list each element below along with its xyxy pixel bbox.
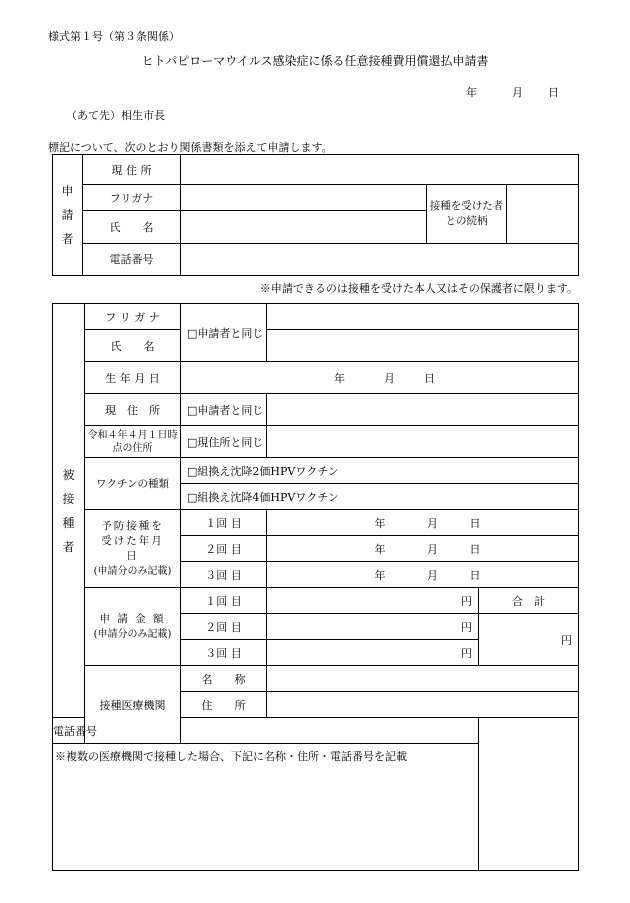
dose1-amount-label: １回 目 — [181, 588, 267, 614]
recipient-same-as-applicant-checkbox[interactable]: □申請者と同じ — [181, 304, 267, 362]
clinic-label: 接種医療機関 — [85, 666, 181, 744]
clinic-address-label: 住 所 — [181, 692, 267, 718]
dose1-amount-field[interactable]: 円 — [267, 588, 479, 614]
recipient-furigana-field[interactable] — [267, 304, 579, 330]
applicant-phone-field[interactable] — [181, 243, 579, 275]
date-day-label: 日 — [548, 86, 559, 99]
vaccine-type-label: ワクチンの種類 — [85, 458, 181, 510]
recipient-prior-address-label: 令和４年４月１日時点の住所 — [85, 426, 181, 458]
dose2-date-field[interactable]: 年 月 日 — [267, 536, 579, 562]
applicant-furigana-field[interactable] — [181, 185, 427, 211]
dose3-amount-label: ３回 目 — [181, 640, 267, 666]
recipient-birthdate-label: 生 年 月 日 — [85, 362, 181, 394]
vaccine-option-2valent-checkbox[interactable]: □組換え沈降2価HPVワクチン — [181, 458, 579, 484]
recipient-table — [52, 303, 579, 871]
clinic-phone-label: 電話番号 — [53, 718, 85, 744]
applicant-table — [52, 154, 579, 276]
total-label: 合 計 — [479, 588, 579, 614]
vaccination-date-label: 予防接種を受けた年月日 (申請分のみ記載) — [85, 510, 181, 588]
clinic-address-field[interactable] — [267, 692, 579, 718]
dose1-date-label: １回 目 — [181, 510, 267, 536]
multi-clinic-area[interactable] — [53, 744, 479, 871]
dose2-amount-field[interactable]: 円 — [267, 614, 479, 640]
date-year-label: 年 — [466, 86, 477, 99]
multi-clinic-note: ※複数の医療機関で接種した場合、下記に名称・住所・電話番号を記載 — [55, 750, 407, 763]
recipient-address-field[interactable] — [267, 394, 579, 426]
recipient-section-label: 被 接 種 者 — [53, 304, 85, 718]
intro-text: 標記について、次のとおり関係書類を添えて申請します。 — [48, 141, 333, 154]
recipient-name-label: 氏 名 — [85, 330, 181, 362]
applicant-section-label: 申 請 者 — [53, 155, 83, 276]
applicant-address-field[interactable] — [181, 155, 579, 185]
recipient-prior-address-same-checkbox[interactable]: □現住所と同じ — [181, 426, 267, 458]
applicant-name-label: 氏 名 — [83, 211, 181, 243]
date-month-label: 月 — [512, 86, 523, 99]
dose3-date-field[interactable]: 年 月 日 — [267, 562, 579, 588]
recipient-furigana-label: フ リ ガ ナ — [85, 304, 181, 330]
form-number: 様式第１号（第３条関係） — [48, 30, 180, 43]
applicant-phone-label: 電話番号 — [83, 243, 181, 275]
vaccine-option-4valent-checkbox[interactable]: □組換え沈降4価HPVワクチン — [181, 484, 579, 510]
applicant-address-label: 現 住 所 — [83, 155, 181, 185]
dose2-date-label: ２回 目 — [181, 536, 267, 562]
dose3-amount-field[interactable]: 円 — [267, 640, 479, 666]
recipient-address-same-checkbox[interactable]: □申請者と同じ — [181, 394, 267, 426]
applicant-note: ※申請できるのは接種を受けた本人又はその保護者に限ります。 — [259, 282, 578, 295]
applicant-relation-label: 接種を受けた者との続柄 — [427, 185, 507, 243]
clinic-name-label: 名 称 — [181, 666, 267, 692]
addressee: （あて先）相生市長 — [66, 109, 165, 122]
applicant-name-field[interactable] — [181, 211, 427, 243]
recipient-address-label: 現 住 所 — [85, 394, 181, 426]
applicant-furigana-label: フリガナ — [83, 185, 181, 211]
recipient-birthdate-field[interactable]: 年 月 日 — [181, 362, 579, 394]
applicant-relation-field[interactable] — [507, 185, 579, 243]
page-title: ヒトパピローマウイルス感染症に係る任意接種費用償還払申請書 — [141, 54, 489, 68]
recipient-prior-address-field[interactable] — [267, 426, 579, 458]
dose3-date-label: ３回 目 — [181, 562, 267, 588]
clinic-name-field[interactable] — [267, 666, 579, 692]
total-amount-field[interactable]: 円 — [479, 614, 579, 666]
clinic-phone-field[interactable] — [181, 718, 479, 744]
recipient-name-field[interactable] — [267, 330, 579, 362]
dose1-date-field[interactable]: 年 月 日 — [267, 510, 579, 536]
amount-label: 申 請 金 額 (申請分のみ記載) — [85, 588, 181, 666]
dose2-amount-label: ２回 目 — [181, 614, 267, 640]
